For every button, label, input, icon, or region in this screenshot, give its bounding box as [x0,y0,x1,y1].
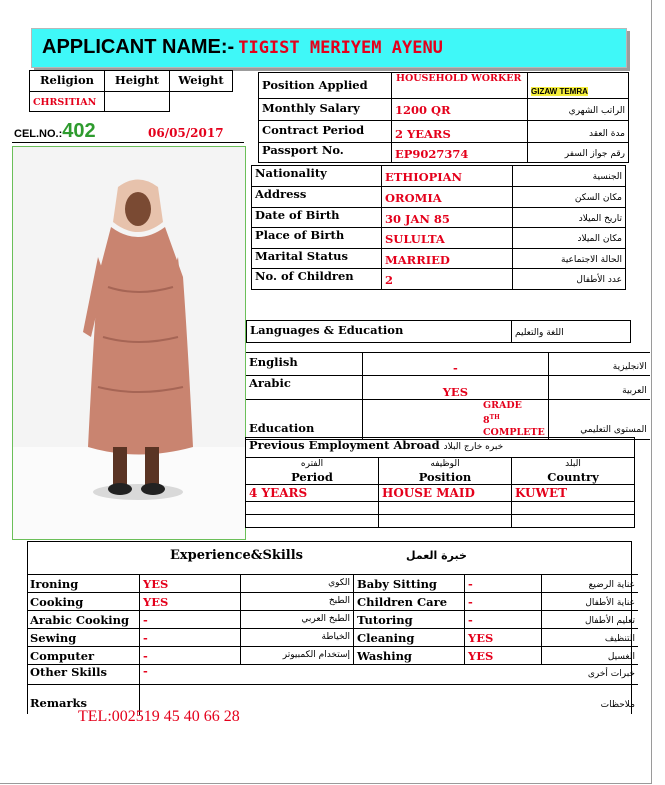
remarks-label: Remarks [27,685,140,715]
period-ar: الفتره [246,458,379,472]
skills-title: Experience&Skills [170,548,303,563]
passport-ar: رقم جواز السفر [528,143,629,163]
education-table [246,352,650,440]
empty-cell [512,502,635,515]
english-value: - [363,353,549,376]
applicant-photo-image [13,147,245,539]
skill-value: YES [465,647,542,665]
religion-value: CHRSITIAN [30,92,105,112]
cel-value: 402 [62,120,96,142]
detail-value: MARRIED [382,248,513,269]
other-skills-label: Other Skills [27,665,140,685]
skills-title-ar: خبرة العمل [406,549,467,562]
detail-label: Place of Birth [252,228,382,249]
detail-label: Date of Birth [252,207,382,228]
other-skills-value: - [140,665,542,685]
skill-value: YES [465,629,542,647]
skill-ar: الطبخ [241,593,354,611]
skill-label: Tutoring [354,611,465,629]
empty-cell [246,515,379,528]
education-grade: 8 [483,415,490,427]
contract-period-value: 2 YEARS [392,121,528,143]
divider [12,142,244,143]
country-value: KUWET [512,485,635,502]
detail-value: 30 JAN 85 [382,207,513,228]
weight-value [170,92,233,112]
skill-ar: الخياطة [241,629,354,647]
skill-ar: الغسيل [542,647,639,665]
skill-value: - [465,611,542,629]
education-line-3: COMPLETE [483,427,545,439]
detail-ar: الجنسية [513,166,626,187]
applicant-name-label: APPLICANT NAME:- [42,36,235,58]
details-table [251,165,626,290]
position-header: Position [379,471,512,485]
skill-value: - [465,593,542,611]
skill-ar: الطبخ العربي [241,611,354,629]
contract-period-label: Contract Period [259,121,392,143]
detail-label: Marital Status [252,248,382,269]
monthly-salary-ar: الراتب الشهري [528,99,629,121]
skill-ar: التنظيف [542,629,639,647]
form-date: 06/05/2017 [148,126,224,140]
languages-title-ar: اللغة والتعليم [512,321,631,343]
skill-row [27,647,638,665]
empty-cell [379,502,512,515]
skill-row [27,611,638,629]
applicant-name: TIGIST MERIYEM AYENU [238,38,443,58]
detail-row [252,207,626,228]
employment-title: Previous Employment Abroad [249,438,440,452]
education-grade-sup: TH [489,414,500,421]
skill-label: Washing [354,647,465,665]
remarks-ar: ملاحظات [542,685,639,715]
applicant-photo [12,146,246,540]
agent-cell [528,73,629,99]
detail-value: ETHIOPIAN [382,166,513,187]
skill-ar: عناية الأطفال [542,593,639,611]
employment-table [245,437,635,528]
detail-value: OROMIA [382,187,513,208]
arabic-value: YES [363,376,549,400]
detail-row [252,228,626,249]
detail-label: No. of Children [252,269,382,290]
skill-row [27,629,638,647]
detail-row [252,248,626,269]
skill-label: Children Care [354,593,465,611]
skill-row [27,575,638,593]
skill-value: - [140,611,241,629]
height-header: Height [105,71,170,92]
skill-label: Cleaning [354,629,465,647]
skills-table [27,574,638,715]
detail-ar: تاريخ الميلاد [513,207,626,228]
education-line-1: GRADE [483,400,522,411]
detail-value: 2 [382,269,513,290]
education-label: Education [246,400,363,440]
employment-title-ar: خبره خارج البلاد [443,442,504,452]
employment-title-cell [246,438,635,458]
skill-label: Sewing [27,629,140,647]
skill-ar: تعليم الأطفال [542,611,639,629]
detail-ar: عدد الأطفال [513,269,626,290]
detail-ar: مكان السكن [513,187,626,208]
education-value [363,400,549,440]
skill-ar: عناية الرضيع [542,575,639,593]
detail-ar: الحالة الاجتماعية [513,248,626,269]
position-value: HOUSE MAID [379,485,512,502]
detail-ar: مكان الميلاد [513,228,626,249]
country-ar: البلد [512,458,635,472]
contract-period-ar: مدة العقد [528,121,629,143]
skill-value: - [465,575,542,593]
detail-row [252,166,626,187]
education-ar: المستوى التعليمي [548,400,650,440]
skill-label: Computer [27,647,140,665]
english-ar: الانجليزية [548,353,650,376]
languages-table [246,320,631,343]
position-ar: الوظيفه [379,458,512,472]
position-applied-value: HOUSEHOLD WORKER [392,73,528,99]
agent-name: GIZAW TEMRA [531,87,588,96]
period-value: 4 YEARS [246,485,379,502]
personal-table [29,70,233,112]
detail-label: Nationality [252,166,382,187]
skill-ar: الكوي [241,575,354,593]
skill-value: - [140,647,241,665]
english-label: English [246,353,363,376]
position-applied-label: Position Applied [259,73,392,99]
detail-value: SULULTA [382,228,513,249]
cel-number [14,120,96,143]
languages-title: Languages & Education [247,321,512,343]
other-skills-ar: خبرات أخرى [542,665,639,685]
empty-cell [512,515,635,528]
skill-label: Arabic Cooking [27,611,140,629]
skill-value: - [140,629,241,647]
detail-row [252,187,626,208]
skill-value: YES [140,593,241,611]
telephone: TEL:002519 45 40 66 28 [78,708,240,725]
skill-label: Baby Sitting [354,575,465,593]
empty-cell [379,515,512,528]
monthly-salary-label: Monthly Salary [259,99,392,121]
period-header: Period [246,471,379,485]
arabic-label: Arabic [246,376,363,400]
passport-value: EP9027374 [392,143,528,163]
religion-header: Religion [30,71,105,92]
passport-label: Passport No. [259,143,392,163]
skill-ar: إستخدام الكمبيوتر [241,647,354,665]
country-header: Country [512,471,635,485]
weight-header: Weight [170,71,233,92]
height-value [105,92,170,112]
applicant-name-banner [31,28,627,68]
position-table [258,72,629,163]
skill-row [27,593,638,611]
arabic-ar: العربية [548,376,650,400]
detail-row [252,269,626,290]
skill-label: Cooking [27,593,140,611]
skill-label: Ironing [27,575,140,593]
education-line-2 [483,412,545,427]
empty-cell [246,502,379,515]
cel-label: CEL.NO.: [14,128,63,140]
monthly-salary-value: 1200 QR [392,99,528,121]
skill-value: YES [140,575,241,593]
detail-label: Address [252,187,382,208]
